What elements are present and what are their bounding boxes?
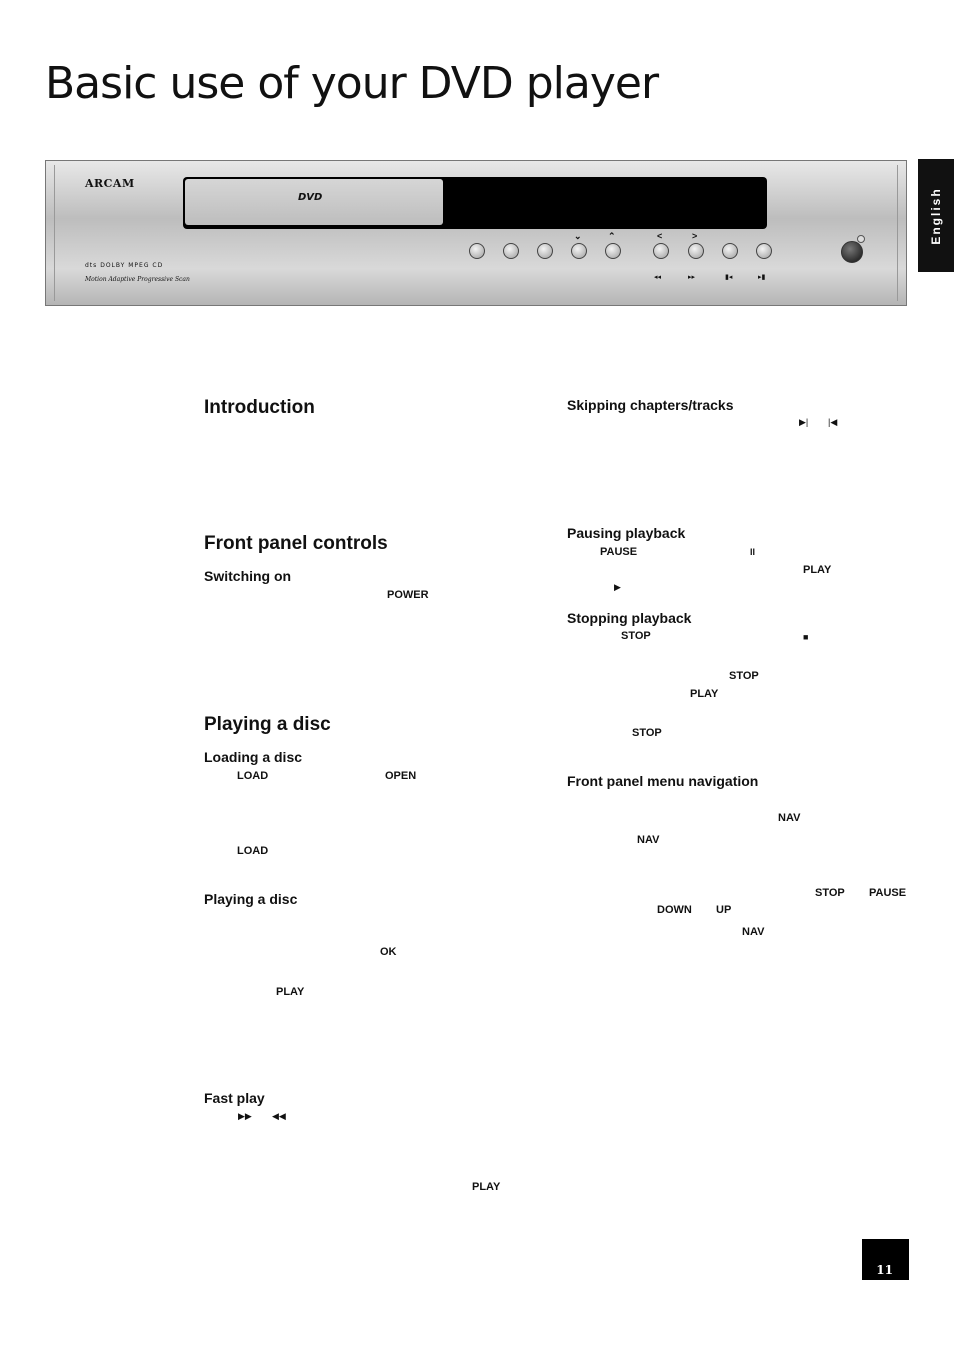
loading-a-disc-heading: Loading a disc xyxy=(204,749,303,765)
dvd-front-panel-illustration xyxy=(45,160,907,306)
front-panel-controls-heading: Front panel controls xyxy=(204,533,388,554)
chevron-up-icon: ⌃ xyxy=(608,231,616,241)
panel-button-right xyxy=(688,243,704,259)
skipping-heading: Skipping chapters/tracks xyxy=(567,397,734,413)
display-window xyxy=(183,177,767,229)
down-keyword: DOWN xyxy=(657,904,692,916)
brand-logo: ARCAM xyxy=(85,177,135,190)
panel-button-up xyxy=(605,243,621,259)
nav-keyword-3: NAV xyxy=(742,926,765,938)
nav-keyword: NAV xyxy=(778,812,801,824)
format-logos: dts DOLBY MPEG CD xyxy=(85,262,164,269)
scan-caption: Motion Adaptive Progressive Scan xyxy=(85,276,190,283)
panel-button-9 xyxy=(756,243,772,259)
page-number-box xyxy=(862,1239,909,1280)
load-keyword: LOAD xyxy=(237,770,269,782)
power-indicator-icon xyxy=(857,235,865,243)
pause-keyword: PAUSE xyxy=(600,546,638,558)
play-keyword-right-2: PLAY xyxy=(690,688,719,700)
stop-keyword: STOP xyxy=(621,630,651,642)
play-keyword-right: PLAY xyxy=(803,564,832,576)
skip-next-icon: ▶| xyxy=(799,417,809,427)
panel-button-down xyxy=(571,243,587,259)
menu-navigation-heading: Front panel menu navigation xyxy=(567,773,759,789)
stopping-heading: Stopping playback xyxy=(567,610,692,626)
up-keyword: UP xyxy=(716,904,732,916)
stop-keyword-2: STOP xyxy=(729,670,759,682)
power-button-icon xyxy=(841,241,863,263)
language-tab xyxy=(918,159,954,272)
stop-icon: ■ xyxy=(803,632,809,642)
play-icon: ▶ xyxy=(614,582,621,592)
fast-forward-icon: ▶▶ xyxy=(238,1111,252,1121)
play-keyword: PLAY xyxy=(276,986,305,998)
disc-tray xyxy=(185,179,443,225)
chevron-left-icon: < xyxy=(657,231,663,241)
skip-previous-icon: |◀ xyxy=(828,417,838,427)
fast-forward-icon: ▸▸ xyxy=(688,274,696,281)
panel-button-8 xyxy=(722,243,738,259)
pausing-heading: Pausing playback xyxy=(567,525,686,541)
chevron-right-icon: > xyxy=(692,231,698,241)
dvd-logo: DVD xyxy=(298,192,323,203)
power-keyword: POWER xyxy=(387,589,429,601)
pause-keyword-2: PAUSE xyxy=(869,887,907,899)
rewind-icon: ◂◂ xyxy=(654,274,662,281)
introduction-heading: Introduction xyxy=(204,397,315,418)
playing-a-disc-subheading: Playing a disc xyxy=(204,891,298,907)
panel-button-3 xyxy=(537,243,553,259)
skip-back-icon: ▮◂ xyxy=(725,274,733,281)
page-number: 11 xyxy=(876,1263,893,1277)
play-keyword-2: PLAY xyxy=(472,1181,501,1193)
pause-icon: II xyxy=(750,547,756,557)
stop-keyword-3: STOP xyxy=(632,727,662,739)
chevron-down-icon: ⌄ xyxy=(574,231,582,241)
page-title: Basic use of your DVD player xyxy=(45,58,659,109)
open-keyword: OPEN xyxy=(385,770,417,782)
panel-button-1 xyxy=(469,243,485,259)
skip-forward-icon: ▸▮ xyxy=(758,274,766,281)
switching-on-heading: Switching on xyxy=(204,568,292,584)
ok-keyword: OK xyxy=(380,946,397,958)
fast-play-heading: Fast play xyxy=(204,1090,265,1106)
nav-keyword-2: NAV xyxy=(637,834,660,846)
stop-keyword-4: STOP xyxy=(815,887,845,899)
playing-a-disc-heading: Playing a disc xyxy=(204,714,331,735)
panel-button-2 xyxy=(503,243,519,259)
panel-button-left xyxy=(653,243,669,259)
language-tab-label: English xyxy=(929,186,943,245)
rewind-icon: ◀◀ xyxy=(272,1111,286,1121)
load-keyword-2: LOAD xyxy=(237,845,269,857)
